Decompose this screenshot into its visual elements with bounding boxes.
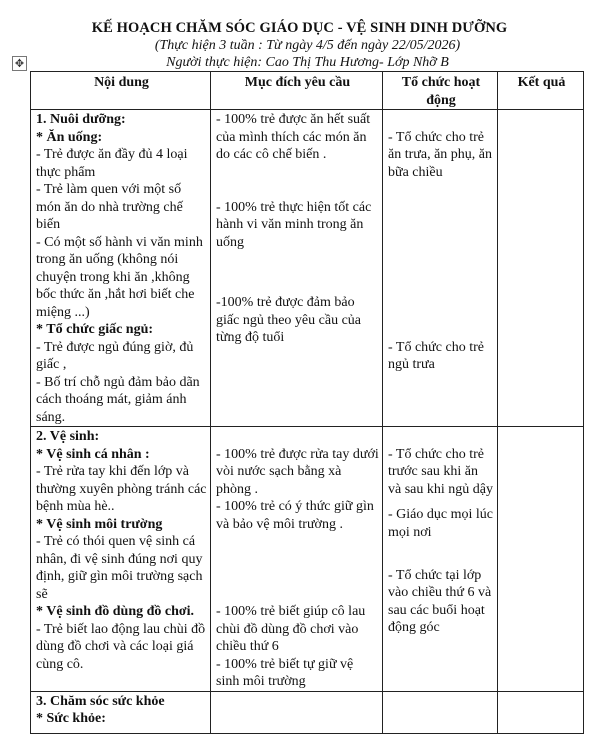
content-line: - Trẻ biết lao động lau chùi đồ dùng đồ chơi và các loại giá cùng cô. xyxy=(36,621,206,672)
cell-hygiene-result[interactable] xyxy=(498,427,584,692)
cell-nutrition-organization[interactable] xyxy=(383,110,498,427)
table-move-handle-icon[interactable]: ✥ xyxy=(12,56,27,71)
table-row-nutrition xyxy=(31,110,584,427)
content-line: - Trẻ được ngủ đúng giờ, đủ giấc , xyxy=(36,339,194,372)
column-header-purpose: Mục đích yêu cầu xyxy=(211,72,383,110)
content-line: - Có một số hành vi văn minh trong ăn uống (không nói chuyện trong khi ăn ,không bốc thức ăn ,hắt hơi biết che miệng ...) xyxy=(36,234,203,320)
purpose-line: - 100% trẻ biết giúp cô lau chùi đồ dùng đồ chơi vào chiều thứ 6 xyxy=(216,604,366,654)
purpose-line: - 100% trẻ được ăn hết suất của mình thích các món ăn do các cô chế biến . xyxy=(216,112,371,162)
purpose-line: - 100% trẻ thực hiện tốt các hành vi văn minh trong ăn uống xyxy=(216,199,372,250)
cell-health-content[interactable] xyxy=(31,691,211,733)
cell-nutrition-purpose[interactable] xyxy=(211,110,383,427)
cell-health-result[interactable] xyxy=(498,691,584,733)
cell-hygiene-content[interactable] xyxy=(31,427,211,692)
content-line: - Bố trí chỗ ngủ đảm bảo dãn cách thoáng mát, giảm ánh sáng. xyxy=(36,374,200,425)
organization-line: - Giáo dục mọi lúc mọi nơi xyxy=(388,507,493,540)
content-line: - Trẻ có thói quen vệ sinh cá nhân, đi vệ sinh đúng nơi quy định, giữ gìn môi trường sạch sẽ xyxy=(36,534,203,602)
purpose-line: -100% trẻ được đảm bảo giấc ngủ theo yêu cầu của từng độ tuổi xyxy=(216,295,361,345)
purpose-line: - 100% trẻ được rửa tay dưới vòi nước sạch bằng xà phòng . xyxy=(216,446,379,497)
cell-health-organization[interactable] xyxy=(383,691,498,733)
content-line: - Trẻ làm quen với một số món ăn do nhà trường chế biến xyxy=(36,182,183,232)
section-title-health: 3. Chăm sóc sức khỏe xyxy=(36,693,165,709)
cell-health-purpose[interactable] xyxy=(211,691,383,733)
organization-line: - Tổ chức cho trẻ ngủ trưa xyxy=(388,339,484,372)
subsection-eating: * Ăn uống: xyxy=(36,129,103,145)
table-header-row xyxy=(31,72,584,110)
organization-line: - Tổ chức cho trẻ ăn trưa, ăn phụ, ăn bữa chiều xyxy=(388,129,492,180)
purpose-line: - 100% trẻ có ý thức giữ gìn và bảo vệ môi trường . xyxy=(216,499,374,532)
document-title: KẾ HOẠCH CHĂM SÓC GIÁO DỤC - VỆ SINH DINH DƯỠNG xyxy=(91,20,508,36)
organization-line: - Tổ chức tại lớp vào chiều thứ 6 và sau các buổi hoạt động góc xyxy=(388,567,492,635)
column-header-content: Nội dung xyxy=(31,72,211,110)
cell-nutrition-content[interactable] xyxy=(31,110,211,427)
cell-hygiene-purpose[interactable] xyxy=(211,427,383,692)
column-header-organization: Tổ chức hoạt động xyxy=(383,72,498,110)
purpose-line: - 100% trẻ biết tự giữ vệ sinh môi trường xyxy=(216,656,354,689)
table-row-hygiene xyxy=(31,427,584,692)
subsection-personal-hygiene: * Vệ sinh cá nhân : xyxy=(36,446,150,462)
content-line: - Trẻ rửa tay khi đến lớp và thường xuyên phòng tránh các bệnh mùa hè.. xyxy=(36,464,207,514)
subsection-environment-hygiene: * Vệ sinh môi trường xyxy=(36,516,163,532)
table-row-health xyxy=(31,691,584,733)
cell-nutrition-result[interactable] xyxy=(498,110,584,427)
subsection-toy-hygiene: * Vệ sinh đồ dùng đồ chơi. xyxy=(36,604,195,619)
cell-hygiene-organization[interactable] xyxy=(383,427,498,692)
subsection-sleep: * Tổ chức giấc ngủ: xyxy=(36,322,154,337)
section-title-hygiene: 2. Vệ sinh: xyxy=(36,429,100,444)
organization-line: - Tổ chức cho trẻ trước sau khi ăn và sau khi ngủ dậy xyxy=(388,446,493,497)
document-author: Người thực hiện: Cao Thị Thu Hương- Lớp Nhỡ B xyxy=(166,55,449,70)
subsection-health: * Sức khỏe: xyxy=(36,711,106,726)
document-period: (Thực hiện 3 tuần : Từ ngày 4/5 đến ngày 22/05/2026) xyxy=(154,38,461,53)
content-line: - Trẻ được ăn đầy đủ 4 loại thực phẩm xyxy=(36,147,188,180)
section-title-nutrition: 1. Nuôi dưỡng: xyxy=(36,112,126,127)
column-header-result: Kết quả xyxy=(498,72,584,110)
care-plan-table xyxy=(30,71,584,734)
